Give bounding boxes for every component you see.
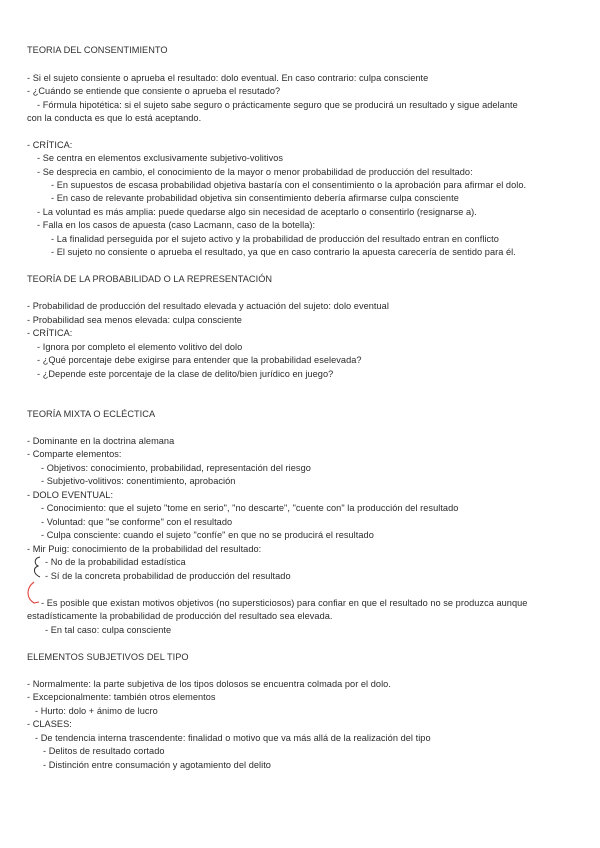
text-line: - En caso de relevante probabilidad objetiva sin consentimiento debería afirmarse culpa consciente: [51, 193, 459, 203]
text-line: - Se desprecia en cambio, el conocimiento de la mayor o menor probabilidad de producción del resultado:: [37, 167, 473, 177]
text-line: - Se centra en elementos exclusivamente subjetivo-volitivos: [37, 153, 284, 163]
text-line: - CLASES:: [27, 719, 72, 729]
text-line: - Probabilidad sea menos elevada: culpa consciente: [27, 315, 242, 325]
text-line: - En supuestos de escasa probabilidad objetiva bastaría con el consentimiento o la aprobación para afirmar el dolo.: [51, 180, 527, 190]
text-line: - Excepcionalmente: también otros elementos: [27, 692, 216, 702]
text-line: - Conocimiento: que el sujeto "tome en serio", "no descarte", "cuente con" la producción del resultado: [41, 503, 459, 513]
text-line: - En tal caso: culpa consciente: [45, 625, 172, 635]
text-line: - Ignora por completo el elemento volitivo del dolo: [37, 342, 243, 352]
text-line: - Si el sujeto consiente o aprueba el resultado: dolo eventual. En caso contrario: culpa consciente: [27, 73, 429, 83]
section-title-mixta: TEORÍA MIXTA O ECLÉCTICA: [27, 409, 156, 419]
text-line: - Normalmente: la parte subjetiva de los tipos dolosos se encuentra colmada por el dolo.: [27, 679, 391, 689]
text-line: - Es posible que existan motivos objetivos (no supersticiosos) para confiar en que el resultado no se produzca aunque: [41, 598, 528, 608]
text-line: - DOLO EVENTUAL:: [27, 490, 114, 500]
text-line: - Hurto: dolo + ánimo de lucro: [35, 706, 158, 716]
text-line: - CRÍTICA:: [27, 140, 73, 150]
text-line: - Probabilidad de producción del resultado elevada y actuación del sujeto: dolo eventual: [27, 301, 389, 311]
text-line: - La finalidad perseguida por el sujeto activo y la probabilidad de producción del resultado entran en conflicto: [51, 234, 499, 244]
text-line: - ¿Qué porcentaje debe exigirse para entender que la probabilidad eselevada?: [37, 355, 362, 365]
text-line: - Subjetivo-volitivos: conentimiento, aprobación: [41, 476, 236, 486]
text-line: - Objetivos: conocimiento, probabilidad, representación del riesgo: [41, 463, 311, 473]
brace-annotation-icon: [34, 557, 40, 577]
text-line: - Delitos de resultado cortado: [43, 746, 165, 756]
text-line: - El sujeto no consiente o aprueba el resultado, ya que en caso contrario la apuesta carecería de sentido para él.: [51, 247, 516, 257]
text-line: - De tendencia interna trascendente: finalidad o motivo que va más allá de la realización del tipo: [35, 733, 431, 743]
text-line: - Comparte elementos:: [27, 449, 122, 459]
text-line: - Sí de la concreta probabilidad de producción del resultado: [45, 571, 291, 581]
text-line: - Voluntad: que "se conforme" con el resultado: [41, 517, 233, 527]
section-title-probabilidad: TEORÍA DE LA PROBABILIDAD O LA REPRESENTACIÓN: [27, 274, 273, 284]
text-line: estadísticamente la probabilidad de producción del resultado sea elevada.: [27, 611, 333, 621]
text-line: - Dominante en la doctrina alemana: [27, 436, 175, 446]
text-line: - Culpa consciente: cuando el sujeto "confíe" en que no se producirá el resultado: [41, 530, 374, 540]
red-arrow-annotation-icon: [28, 582, 39, 603]
section-title-subjetivos: ELEMENTOS SUBJETIVOS DEL TIPO: [27, 652, 189, 662]
text-line: - ¿Cuándo se entiende que consiente o aprueba el resutado?: [27, 86, 281, 96]
text-line: - Distinción entre consumación y agotamiento del delito: [43, 760, 271, 770]
section-title-consentimiento: TEORIA DEL CONSENTIMIENTO: [27, 45, 168, 55]
text-line: - Fórmula hipotética: si el sujeto sabe seguro o prácticamente seguro que se producirá un resultado y sigue adelante: [37, 100, 518, 110]
text-line: con la conducta es que lo está aceptando.: [27, 113, 202, 123]
text-line: - No de la probabilidad estadística: [45, 557, 186, 567]
text-line: - Falla en los casos de apuesta (caso Lacmann, caso de la botella):: [37, 220, 316, 230]
text-line: - CRÍTICA:: [27, 328, 73, 338]
text-line: - ¿Depende este porcentaje de la clase de delito/bien jurídico en juego?: [37, 369, 334, 379]
text-line: - La voluntad es más amplia: puede quedarse algo sin necesidad de aceptarlo o consentirlo (resignarse a).: [37, 207, 477, 217]
text-line: - Mir Puig: conocimiento de la probabilidad del resultado:: [27, 544, 262, 554]
